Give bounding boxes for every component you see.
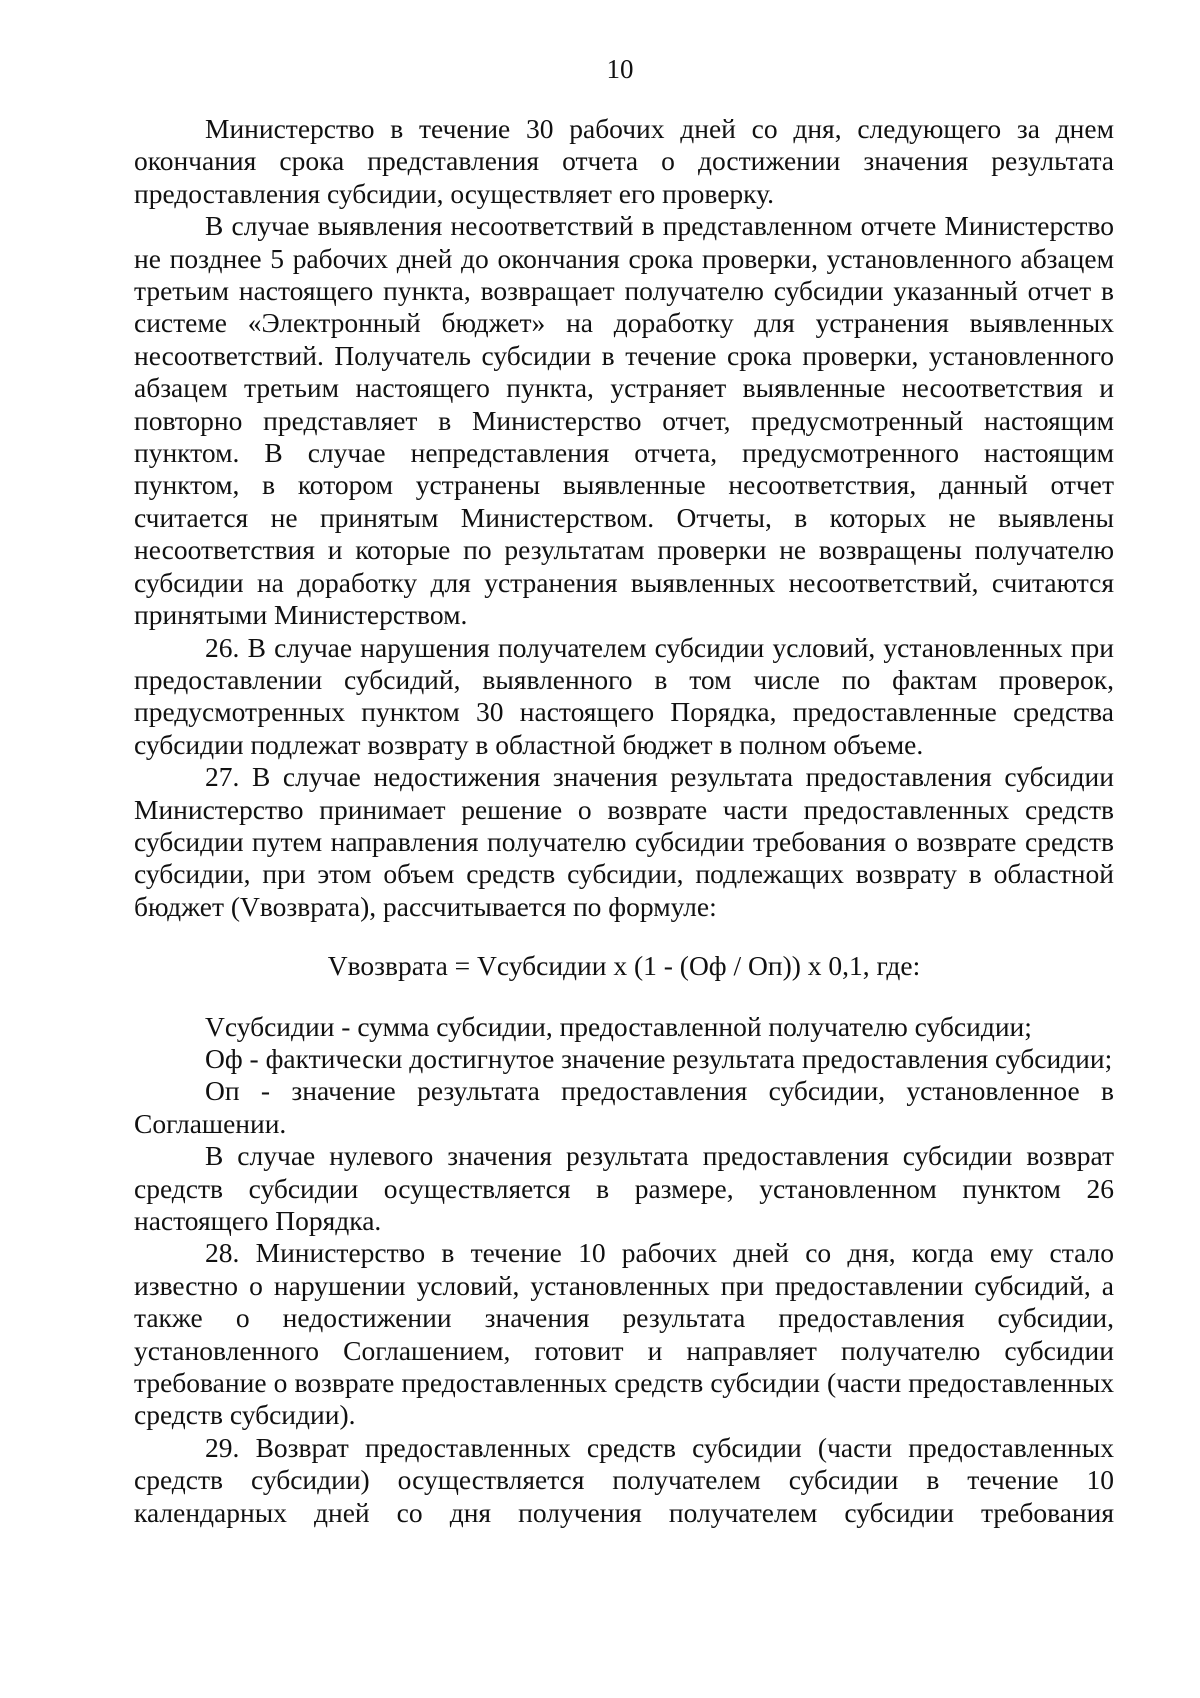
paragraph-item-26: 26. В случае нарушения получателем субсидии условий, установленных при предоставлении субсидий, выявленного в том числе по фактам проверок, предусмотренных пунктом 30 настоящего Порядка, предоставленные средства субсидии подлежат возврату в областной бюджет в полном объеме. bbox=[134, 631, 1114, 760]
refund-formula: Vвозврата = Vсубсидии x (1 - (Оф / Оп)) x 0,1, где: bbox=[327, 950, 921, 982]
paragraph-zero-result: В случае нулевого значения результата предоставления субсидии возврат средств субсидии осуществляется в размере, установленном пунктом 26 настоящего Порядка. bbox=[134, 1140, 1114, 1236]
formula-definition-vsubsidy: Vсубсидии - сумма субсидии, предоставленной получателю субсидии; bbox=[205, 1010, 1032, 1042]
page-number: 10 bbox=[606, 54, 634, 84]
document-body bbox=[134, 113, 1114, 1529]
formula-definition-op: Оп - значение результата предоставления субсидии, установленное в Соглашении. bbox=[134, 1075, 1114, 1139]
paragraph-report-check: Министерство в течение 30 рабочих дней со дня, следующего за днем окончания срока представления отчета о достижении значения результата предоставления субсидии, осуществляет его проверку. bbox=[134, 113, 1114, 209]
paragraph-item-28: 28. Министерство в течение 10 рабочих дней со дня, когда ему стало известно о нарушении условий, установленных при предоставлении субсидий, а также о недостижении значения результата предоставления субсидии, установленного Соглашением, готовит и направляет получателю субсидии требование о возврате предоставленных средств субсидии (части предоставленных средств субсидии). bbox=[134, 1237, 1114, 1431]
paragraph-item-27: 27. В случае недостижения значения результата предоставления субсидии Министерство принимает решение о возврате части предоставленных средств субсидии путем направления получателю субсидии требования о возврате средств субсидии, при этом объем средств субсидии, подлежащих возврату в областной бюджет (Vвозврата), рассчитывается по формуле: bbox=[134, 761, 1114, 922]
formula-definition-of: Оф - фактически достигнутое значение результата предоставления субсидии; bbox=[205, 1042, 1113, 1074]
paragraph-discrepancies: В случае выявления несоответствий в представленном отчете Министерство не позднее 5 рабочих дней до окончания срока проверки, установленного абзацем третьим настоящего пункта, возвращает получателю субсидии указанный отчет в системе «Электронный бюджет» на доработку для устранения выявленных несоответствий. Получатель субсидии в течение срока проверки, установленного абзацем третьим настоящего пункта, устраняет выявленные несоответствия и повторно представляет в Министерство отчет, предусмотренный настоящим пунктом. В случае непредставления отчета, предусмотренного настоящим пунктом, в котором устранены выявленные несоответствия, данный отчет считается не принятым Министерством. Отчеты, в которых не выявлены несоответствия и которые по результатам проверки не возвращены получателю субсидии на доработку для устранения выявленных несоответствий, считаются принятыми Министерством. bbox=[134, 210, 1114, 631]
paragraph-item-29: 29. Возврат предоставленных средств субсидии (части предоставленных средств субсидии) осуществляется получателем субсидии в течение 10 календарных дней со дня получения получателем субсидии требования bbox=[134, 1431, 1114, 1528]
